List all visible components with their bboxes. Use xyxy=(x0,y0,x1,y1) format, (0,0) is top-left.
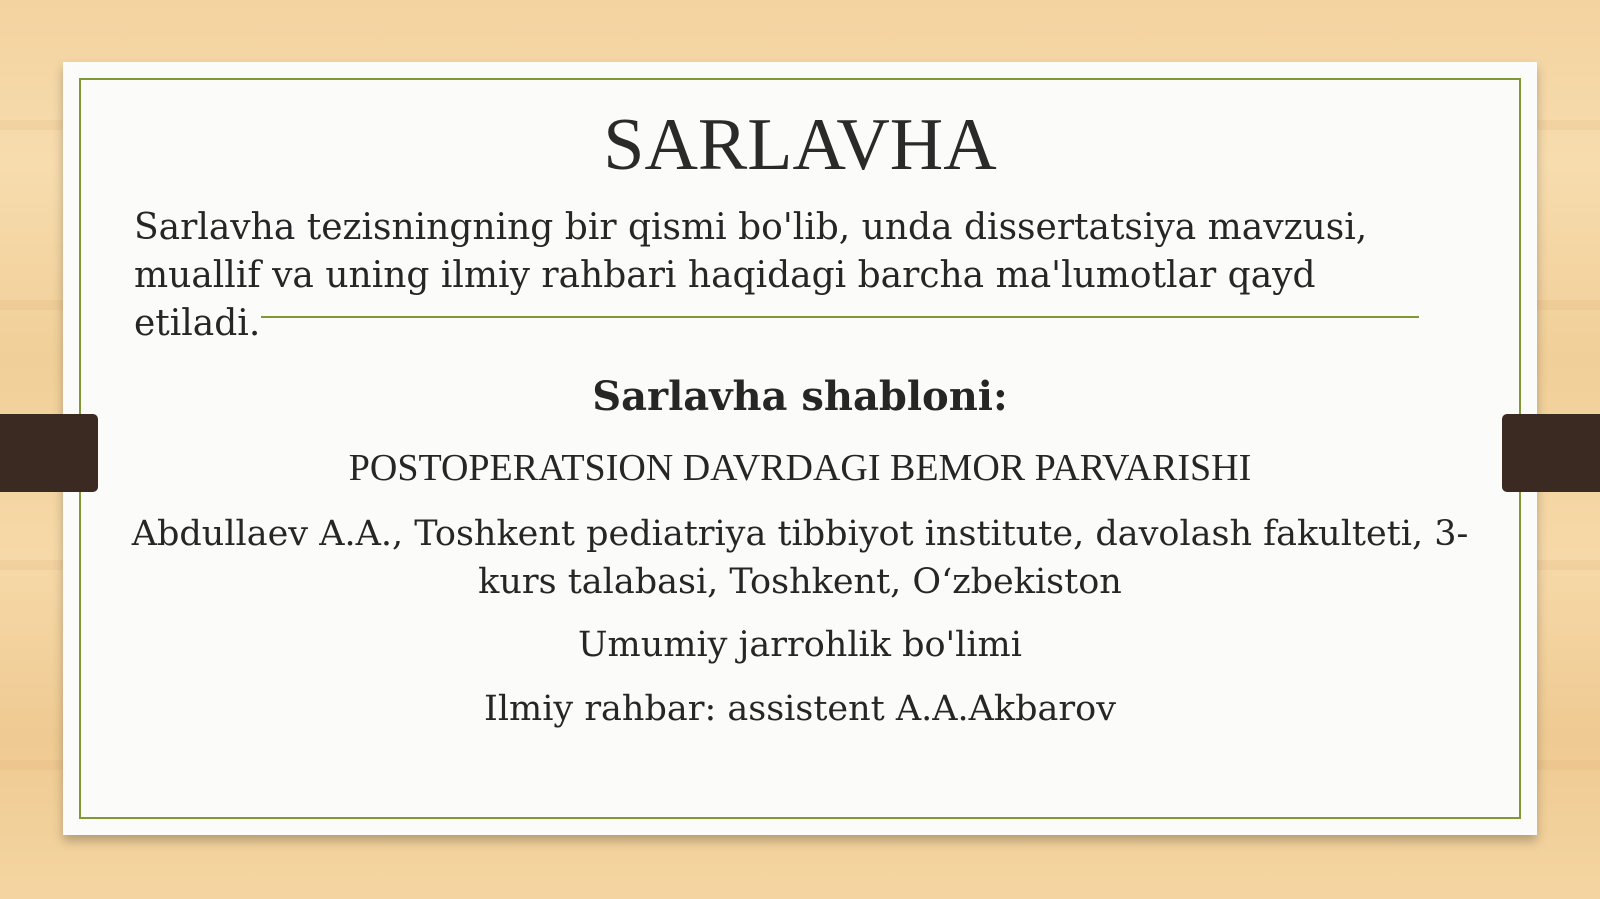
right-binder-clip xyxy=(1502,414,1600,492)
left-binder-clip xyxy=(0,414,98,492)
intro-paragraph: Sarlavha tezisningning bir qismi bo'lib, unda dissertatsiya mavzusi, muallif va uning ilmiy rahbari haqidagi barcha ma'lumotlar qayd etiladi. xyxy=(134,207,1368,344)
template-title-line: POSTOPERATSION DAVRDAGI BEMOR PARVARISHI xyxy=(348,447,1252,489)
template-department-line: Umumiy jarrohlik bo'limi xyxy=(578,625,1022,665)
template-author-line: Abdullaev A.A., Toshkent pediatriya tibbiyot institute, davolash fakulteti, 3-kurs talabasi, Toshkent, O‘zbekiston xyxy=(131,514,1469,602)
slide-title: SARLAVHA xyxy=(603,104,997,186)
template-supervisor-line: Ilmiy rahbar: assistent A.A.Akbarov xyxy=(484,689,1116,729)
template-heading: Sarlavha shabloni: xyxy=(592,373,1008,420)
divider-line xyxy=(261,316,1419,318)
